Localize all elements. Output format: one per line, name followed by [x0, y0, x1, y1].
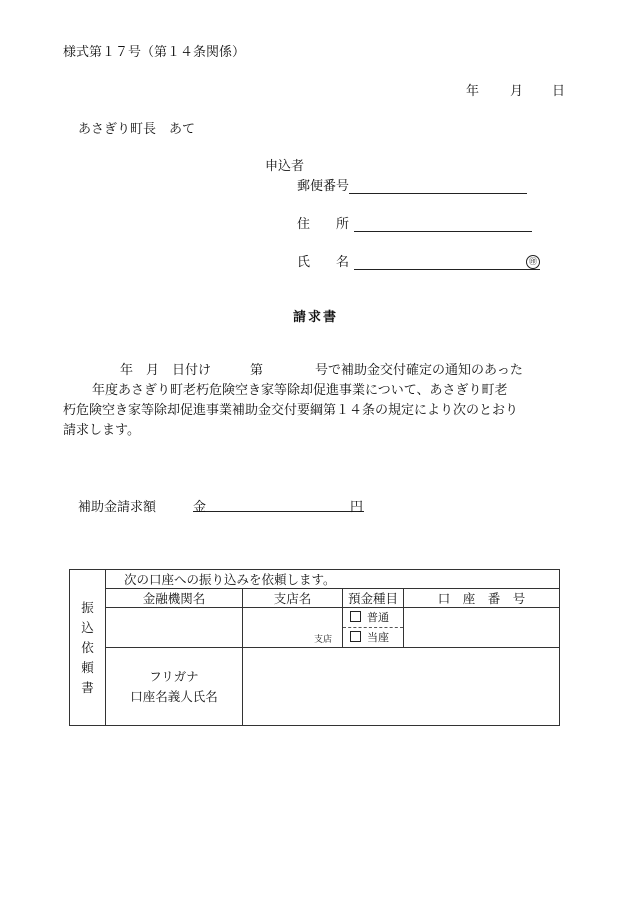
amount-prefix: 金 [193, 500, 207, 515]
postal-code-field[interactable] [349, 179, 527, 194]
body-line-3: 朽危険空き家等除却促進事業補助金交付要綱第１４条の規定により次のとおり [63, 403, 519, 418]
document-title: 請求書 [293, 310, 339, 325]
branch-suffix: 支店 [313, 635, 332, 645]
date-day: 日 [552, 84, 566, 99]
name-row [297, 251, 540, 270]
amount-suffix: 円 [349, 500, 363, 515]
transfer-side-label: 振 込 依 頼 書 [70, 570, 106, 726]
address-row [297, 213, 532, 232]
amount-label: 補助金請求額 [78, 500, 157, 515]
address-label: 住 所 [297, 217, 350, 232]
checkbox-ordinary[interactable] [350, 611, 361, 622]
postal-code-label: 郵便番号 [297, 179, 350, 194]
date-month: 月 [510, 84, 524, 99]
account-type-cell [343, 608, 404, 648]
body-line-4: 請求します。 [63, 423, 140, 438]
col-account-type: 預金種目 [343, 589, 404, 608]
checkbox-current[interactable] [350, 631, 361, 642]
address-field[interactable] [354, 217, 532, 232]
account-number-cell[interactable] [404, 608, 560, 648]
postal-code-row [297, 175, 527, 194]
name-field[interactable] [354, 255, 540, 270]
transfer-instruction: 次の口座への振り込みを依頼します。 [106, 570, 560, 589]
holder-label-cell: フリガナ 口座名義人氏名 [106, 648, 243, 726]
transfer-request-table [69, 569, 560, 726]
type-current-option[interactable]: 当座 [343, 628, 403, 647]
form-number: 様式第１７号（第１４条関係） [63, 45, 246, 60]
holder-name-cell[interactable] [243, 648, 560, 726]
seal-mark: ㊞ [526, 255, 540, 269]
body-line-2: 年度あさぎり町老朽危険空き家等除却促進事業について、あさぎり町老 [92, 383, 508, 398]
col-branch-name: 支店名 [243, 589, 343, 608]
name-label: 氏 名 [297, 255, 350, 270]
body-line-1: 年 月 日付け 第 号で補助金交付確定の通知のあった [120, 363, 523, 378]
bank-name-cell[interactable] [106, 608, 243, 648]
col-account-number: 口 座 番 号 [404, 589, 560, 608]
branch-name-cell[interactable] [243, 608, 343, 648]
applicant-heading: 申込者 [265, 159, 305, 174]
date-year: 年 [466, 84, 480, 99]
request-body [63, 361, 568, 441]
amount-field[interactable] [193, 496, 364, 515]
addressee: あさぎり町長 あて [78, 122, 196, 137]
col-bank-name: 金融機関名 [106, 589, 243, 608]
type-ordinary-option[interactable]: 普通 [343, 608, 403, 628]
